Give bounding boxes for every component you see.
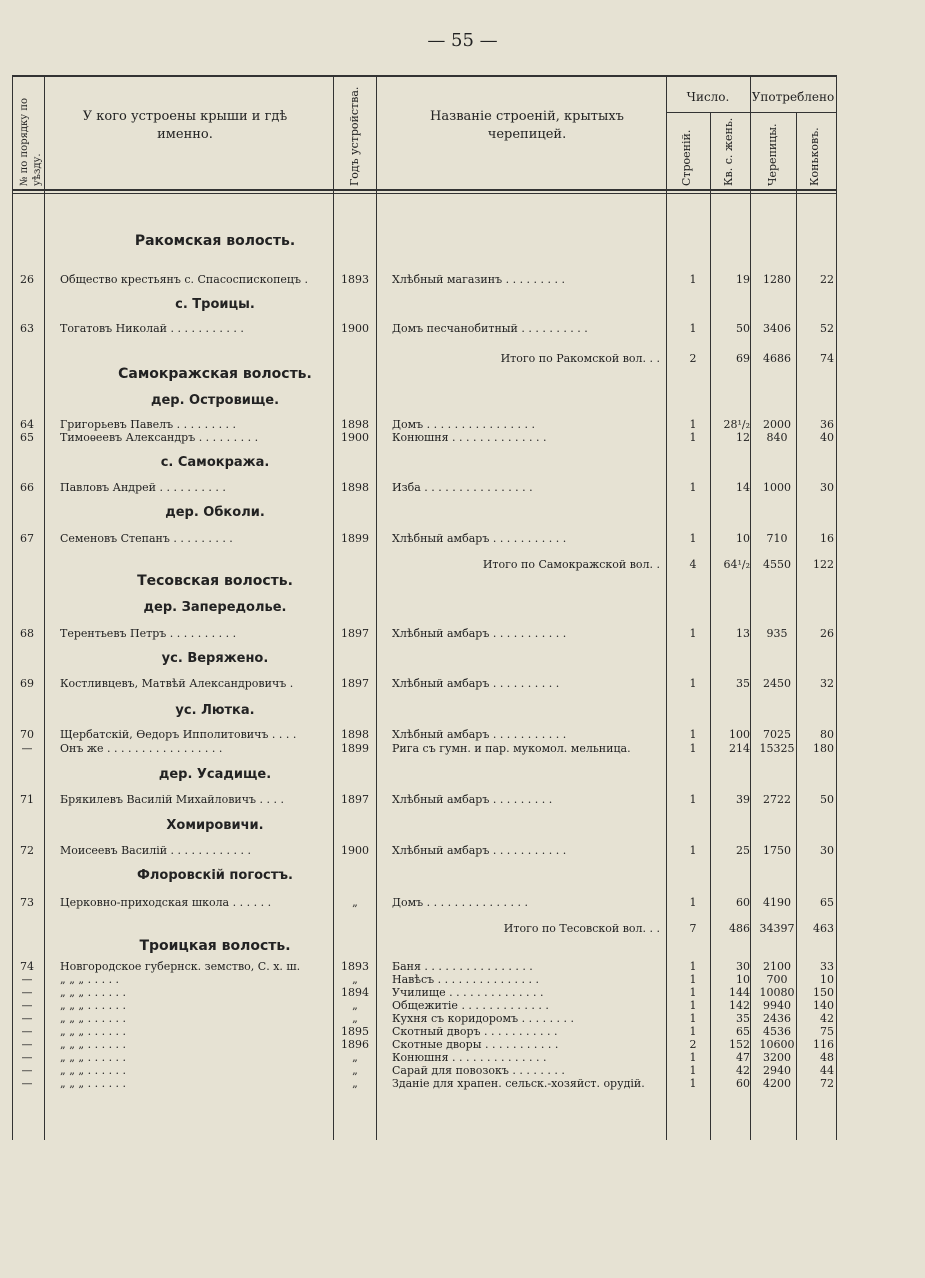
owner-cell: Семеновъ Степанъ . . . . . . . . . (60, 532, 233, 545)
village-heading: с. Троицы. (175, 297, 255, 312)
total-row (0, 558, 925, 572)
building-cell: Хлѣбный амбаръ . . . . . . . . . . . (392, 627, 567, 640)
year-cell: „ (352, 999, 358, 1012)
building-cell: Домъ . . . . . . . . . . . . . . . (392, 896, 529, 909)
year-cell: 1893 (341, 960, 369, 973)
table-row (0, 1012, 925, 1026)
tiles-cell: 34397 (759, 922, 795, 935)
ridges-cell: 16 (820, 532, 834, 545)
area-cell: 42 (736, 1064, 750, 1077)
area-cell: 69 (736, 352, 750, 365)
area-cell: 39 (736, 793, 750, 806)
table-row (0, 431, 925, 445)
owner-cell: Щербатскій, Ѳедоръ Ипполитовичъ . . . . (60, 728, 297, 741)
number-cell: — (21, 986, 33, 999)
count-cell: 1 (689, 677, 697, 690)
year-cell: 1895 (341, 1025, 369, 1038)
volost-heading: Самокражская волость. (118, 366, 312, 382)
count-cell: 1 (689, 986, 697, 999)
ridges-cell: 44 (820, 1064, 834, 1077)
ridges-cell: 30 (820, 481, 834, 494)
total-label: Итого по Ракомской вол. . . (500, 352, 660, 365)
page-number: — 55 — (427, 30, 498, 51)
count-cell: 2 (689, 352, 697, 365)
number-cell: 69 (20, 677, 34, 690)
volost-heading: Троицкая волость. (139, 938, 291, 954)
number-cell: 71 (20, 793, 34, 806)
tiles-cell: 2940 (763, 1064, 791, 1077)
area-cell: 50 (736, 322, 750, 335)
number-cell: — (21, 1012, 33, 1025)
ridges-cell: 140 (813, 999, 834, 1012)
village-heading: дер. Островище. (150, 393, 280, 408)
owner-cell: „ „ „ . . . . . . (60, 999, 127, 1012)
year-cell: 1897 (341, 677, 369, 690)
owner-cell: Тогатовъ Николай . . . . . . . . . . . (60, 322, 244, 335)
header-col-owner: У кого устроены крыши и гдѣ именно. (82, 109, 288, 142)
number-cell: 72 (20, 844, 34, 857)
year-cell: 1896 (341, 1038, 369, 1051)
ridges-cell: 48 (820, 1051, 834, 1064)
ridges-cell: 42 (820, 1012, 834, 1025)
building-cell: Скотный дворъ . . . . . . . . . . . (392, 1025, 558, 1038)
count-cell: 1 (689, 973, 697, 986)
header-bottom-rule (12, 189, 836, 191)
building-cell: Хлѣбный амбаръ . . . . . . . . . (392, 793, 553, 806)
building-cell: Навѣсъ . . . . . . . . . . . . . . . (392, 973, 540, 986)
ridges-cell: 10 (820, 973, 834, 986)
building-cell: Баня . . . . . . . . . . . . . . . . (392, 960, 533, 973)
count-cell: 1 (689, 322, 697, 335)
table-row (0, 844, 925, 858)
building-cell: Хлѣбный амбаръ . . . . . . . . . . . (392, 532, 567, 545)
header-col-buildings: Строеній. (680, 129, 693, 186)
number-cell: — (21, 1064, 33, 1077)
building-cell: Кухня съ коридоромъ . . . . . . . . (392, 1012, 575, 1025)
tiles-cell: 2000 (763, 418, 791, 431)
building-cell: Конюшня . . . . . . . . . . . . . . (392, 1051, 547, 1064)
area-cell: 10 (736, 973, 750, 986)
table-row (0, 793, 925, 807)
table-row (0, 1025, 925, 1039)
owner-cell: „ „ „ . . . . . . (60, 1051, 127, 1064)
table-top-rule (12, 75, 836, 77)
building-cell: Скотные дворы . . . . . . . . . . . (392, 1038, 559, 1051)
village-heading: ус. Лютка. (175, 703, 255, 718)
owner-cell: Брякилевъ Василій Михайловичъ . . . . (60, 793, 284, 806)
village-heading: Хомировичи. (166, 818, 264, 833)
owner-cell: Григорьевъ Павелъ . . . . . . . . . (60, 418, 237, 431)
count-cell: 1 (689, 793, 697, 806)
table-row (0, 1064, 925, 1078)
number-cell: — (21, 1051, 33, 1064)
area-cell: 47 (736, 1051, 750, 1064)
table-row (0, 677, 925, 691)
area-cell: 14 (736, 481, 750, 494)
village-heading: дер. Усадище. (158, 767, 272, 782)
area-cell: 100 (729, 728, 750, 741)
count-cell: 1 (689, 896, 697, 909)
area-cell: 65 (736, 1025, 750, 1038)
tiles-cell: 10600 (759, 1038, 795, 1051)
tiles-cell: 9940 (763, 999, 791, 1012)
owner-cell: „ „ „ . . . . . (60, 973, 120, 986)
ridges-cell: 80 (820, 728, 834, 741)
number-cell: 68 (20, 627, 34, 640)
table-row (0, 896, 925, 910)
total-label: Итого по Самокражской вол. . (482, 558, 660, 571)
table-row (0, 273, 925, 287)
table-row (0, 1077, 925, 1091)
number-cell: — (21, 1038, 33, 1051)
owner-cell: Новгородское губернск. земство, С. х. ш. (60, 960, 301, 973)
tiles-cell: 2100 (763, 960, 791, 973)
count-cell: 1 (689, 273, 697, 286)
header-col-tiles: Черепицы. (766, 123, 779, 186)
area-cell: 142 (729, 999, 750, 1012)
year-cell: 1900 (341, 431, 369, 444)
owner-cell: Павловъ Андрей . . . . . . . . . . (60, 481, 226, 494)
table-row (0, 728, 925, 742)
tiles-cell: 1750 (763, 844, 791, 857)
ridges-cell: 150 (813, 986, 834, 999)
total-row (0, 352, 925, 366)
ridges-cell: 65 (820, 896, 834, 909)
owner-cell: Общество крестьянъ с. Спасоспископецъ . (60, 273, 308, 286)
header-col-no: № по порядку по уѣзду. (19, 97, 43, 186)
number-cell: — (21, 1077, 33, 1090)
number-cell: 67 (20, 532, 34, 545)
header-col-year: Годъ устройства. (348, 86, 361, 186)
count-cell: 1 (689, 481, 697, 494)
ridges-cell: 33 (820, 960, 834, 973)
header-col-ridges: Коньковъ. (808, 127, 821, 186)
building-cell: Общежитіе . . . . . . . . . . . . . (392, 999, 549, 1012)
year-cell: 1899 (341, 742, 369, 755)
ridges-cell: 463 (813, 922, 834, 935)
table-row (0, 1038, 925, 1052)
tiles-cell: 4550 (763, 558, 791, 571)
building-cell: Изба . . . . . . . . . . . . . . . . (392, 481, 533, 494)
year-cell: 1898 (341, 418, 369, 431)
table-row (0, 322, 925, 336)
building-cell: Хлѣбный амбаръ . . . . . . . . . . . (392, 728, 567, 741)
area-cell: 60 (736, 1077, 750, 1090)
owner-cell: „ „ „ . . . . . . (60, 1038, 127, 1051)
count-cell: 1 (689, 742, 697, 755)
number-cell: 26 (20, 273, 34, 286)
table-row (0, 986, 925, 1000)
area-cell: 30 (736, 960, 750, 973)
count-cell: 1 (689, 1077, 697, 1090)
year-cell: 1894 (341, 986, 369, 999)
tiles-cell: 4686 (763, 352, 791, 365)
tiles-cell: 4200 (763, 1077, 791, 1090)
tiles-cell: 3406 (763, 322, 791, 335)
tiles-cell: 3200 (763, 1051, 791, 1064)
village-heading: с. Самокража. (160, 455, 270, 470)
number-cell: — (21, 742, 33, 755)
number-cell: 70 (20, 728, 34, 741)
count-cell: 1 (689, 1012, 697, 1025)
header-col-building: Названіе строеній, крытыхъ черепицей. (430, 109, 624, 142)
year-cell: „ (352, 1012, 358, 1025)
village-heading: дер. Обколи. (165, 505, 265, 520)
count-cell: 1 (689, 960, 697, 973)
building-cell: Хлѣбный амбаръ . . . . . . . . . . . (392, 844, 567, 857)
number-cell: — (21, 973, 33, 986)
village-heading: ус. Веряжено. (161, 651, 269, 666)
owner-cell: „ „ „ . . . . . . (60, 1077, 127, 1090)
year-cell: „ (352, 1051, 358, 1064)
year-cell: 1899 (341, 532, 369, 545)
year-cell: 1893 (341, 273, 369, 286)
village-heading: Флоровскій погостъ. (136, 868, 293, 883)
count-cell: 1 (689, 431, 697, 444)
header-group-count: Число. (686, 90, 730, 104)
tiles-cell: 4536 (763, 1025, 791, 1038)
ridges-cell: 52 (820, 322, 834, 335)
building-cell: Училище . . . . . . . . . . . . . . (392, 986, 544, 999)
number-cell: — (21, 999, 33, 1012)
building-cell: Хлѣбный магазинъ . . . . . . . . . (392, 273, 566, 286)
count-cell: 1 (689, 1025, 697, 1038)
count-cell: 7 (689, 922, 697, 935)
ridges-cell: 116 (813, 1038, 834, 1051)
tiles-cell: 4190 (763, 896, 791, 909)
header-bottom-rule-2 (12, 193, 836, 194)
header-group-used: Употреблено (751, 90, 835, 104)
year-cell: 1897 (341, 627, 369, 640)
table-row (0, 627, 925, 641)
owner-cell: Онъ же . . . . . . . . . . . . . . . . . (60, 742, 223, 755)
year-cell: 1898 (341, 481, 369, 494)
building-cell: Рига съ гумн. и пар. мукомол. мельница. (392, 742, 631, 755)
owner-cell: „ „ „ . . . . . . (60, 986, 127, 999)
area-cell: 13 (736, 627, 750, 640)
building-cell: Хлѣбный амбаръ . . . . . . . . . . (392, 677, 560, 690)
tiles-cell: 700 (766, 973, 788, 986)
volost-heading: Ракомская волость. (134, 233, 296, 249)
total-row (0, 922, 925, 936)
year-cell: „ (352, 973, 358, 986)
table-row (0, 999, 925, 1013)
count-cell: 1 (689, 1064, 697, 1077)
owner-cell: „ „ „ . . . . . . (60, 1012, 127, 1025)
area-cell: 19 (736, 273, 750, 286)
table-row (0, 418, 925, 432)
tiles-cell: 710 (766, 532, 788, 545)
count-cell: 1 (689, 418, 697, 431)
building-cell: Конюшня . . . . . . . . . . . . . . (392, 431, 547, 444)
count-cell: 1 (689, 627, 697, 640)
owner-cell: Тимоѳеевъ Александръ . . . . . . . . . (60, 431, 259, 444)
owner-cell: Терентьевъ Петръ . . . . . . . . . . (60, 627, 237, 640)
tiles-cell: 7025 (763, 728, 791, 741)
tiles-cell: 2450 (763, 677, 791, 690)
owner-cell: Моисеевъ Василій . . . . . . . . . . . . (60, 844, 251, 857)
total-label: Итого по Тесовской вол. . . (503, 922, 660, 935)
owner-cell: Костливцевъ, Матвѣй Александровичъ . (60, 677, 294, 690)
ridges-cell: 26 (820, 627, 834, 640)
year-cell: 1900 (341, 844, 369, 857)
count-cell: 4 (689, 558, 697, 571)
ridges-cell: 122 (813, 558, 834, 571)
area-cell: 486 (729, 922, 750, 935)
year-cell: 1900 (341, 322, 369, 335)
number-cell: — (21, 1025, 33, 1038)
area-cell: 28¹/₂ (723, 418, 750, 431)
count-cell: 1 (689, 728, 697, 741)
owner-cell: „ „ „ . . . . . . (60, 1064, 127, 1077)
building-cell: Домъ . . . . . . . . . . . . . . . . (392, 418, 536, 431)
year-cell: „ (352, 1064, 358, 1077)
area-cell: 12 (736, 431, 750, 444)
header-col-area: Кв. с. жень. (722, 117, 735, 186)
tiles-cell: 2436 (763, 1012, 791, 1025)
number-cell: 73 (20, 896, 34, 909)
tiles-cell: 1280 (763, 273, 791, 286)
year-cell: 1898 (341, 728, 369, 741)
number-cell: 66 (20, 481, 34, 494)
ridges-cell: 30 (820, 844, 834, 857)
year-cell: „ (352, 896, 358, 909)
village-heading: дер. Запередолье. (143, 600, 287, 615)
tiles-cell: 2722 (763, 793, 791, 806)
count-cell: 1 (689, 1051, 697, 1064)
ridges-cell: 180 (813, 742, 834, 755)
year-cell: 1897 (341, 793, 369, 806)
group-divider (666, 112, 836, 113)
building-cell: Сарай для повозокъ . . . . . . . . (392, 1064, 565, 1077)
count-cell: 2 (689, 1038, 697, 1051)
area-cell: 35 (736, 677, 750, 690)
ridges-cell: 72 (820, 1077, 834, 1090)
area-cell: 25 (736, 844, 750, 857)
table-row (0, 1051, 925, 1065)
area-cell: 10 (736, 532, 750, 545)
table-row (0, 973, 925, 987)
number-cell: 65 (20, 431, 34, 444)
area-cell: 144 (729, 986, 750, 999)
table-row (0, 481, 925, 495)
tiles-cell: 840 (766, 431, 788, 444)
count-cell: 1 (689, 999, 697, 1012)
building-cell: Зданіе для храпен. сельск.-хозяйст. орудій. (392, 1077, 645, 1090)
tiles-cell: 1000 (763, 481, 791, 494)
table-row (0, 960, 925, 974)
count-cell: 1 (689, 844, 697, 857)
number-cell: 74 (20, 960, 34, 973)
tiles-cell: 935 (766, 627, 788, 640)
area-cell: 60 (736, 896, 750, 909)
count-cell: 1 (689, 532, 697, 545)
area-cell: 214 (729, 742, 750, 755)
area-cell: 152 (729, 1038, 750, 1051)
number-cell: 63 (20, 322, 34, 335)
ridges-cell: 22 (820, 273, 834, 286)
ridges-cell: 74 (820, 352, 834, 365)
ridges-cell: 75 (820, 1025, 834, 1038)
area-cell: 64¹/₂ (723, 558, 750, 571)
year-cell: „ (352, 1077, 358, 1090)
ridges-cell: 50 (820, 793, 834, 806)
owner-cell: „ „ „ . . . . . . (60, 1025, 127, 1038)
ridges-cell: 32 (820, 677, 834, 690)
volost-heading: Тесовская волость. (137, 573, 293, 589)
tiles-cell: 10080 (759, 986, 795, 999)
number-cell: 64 (20, 418, 34, 431)
table-row (0, 532, 925, 546)
tiles-cell: 15325 (759, 742, 795, 755)
ridges-cell: 40 (820, 431, 834, 444)
owner-cell: Церковно-приходская школа . . . . . . (60, 896, 272, 909)
building-cell: Домъ песчанобитный . . . . . . . . . . (392, 322, 588, 335)
area-cell: 35 (736, 1012, 750, 1025)
table-row (0, 742, 925, 756)
ridges-cell: 36 (820, 418, 834, 431)
